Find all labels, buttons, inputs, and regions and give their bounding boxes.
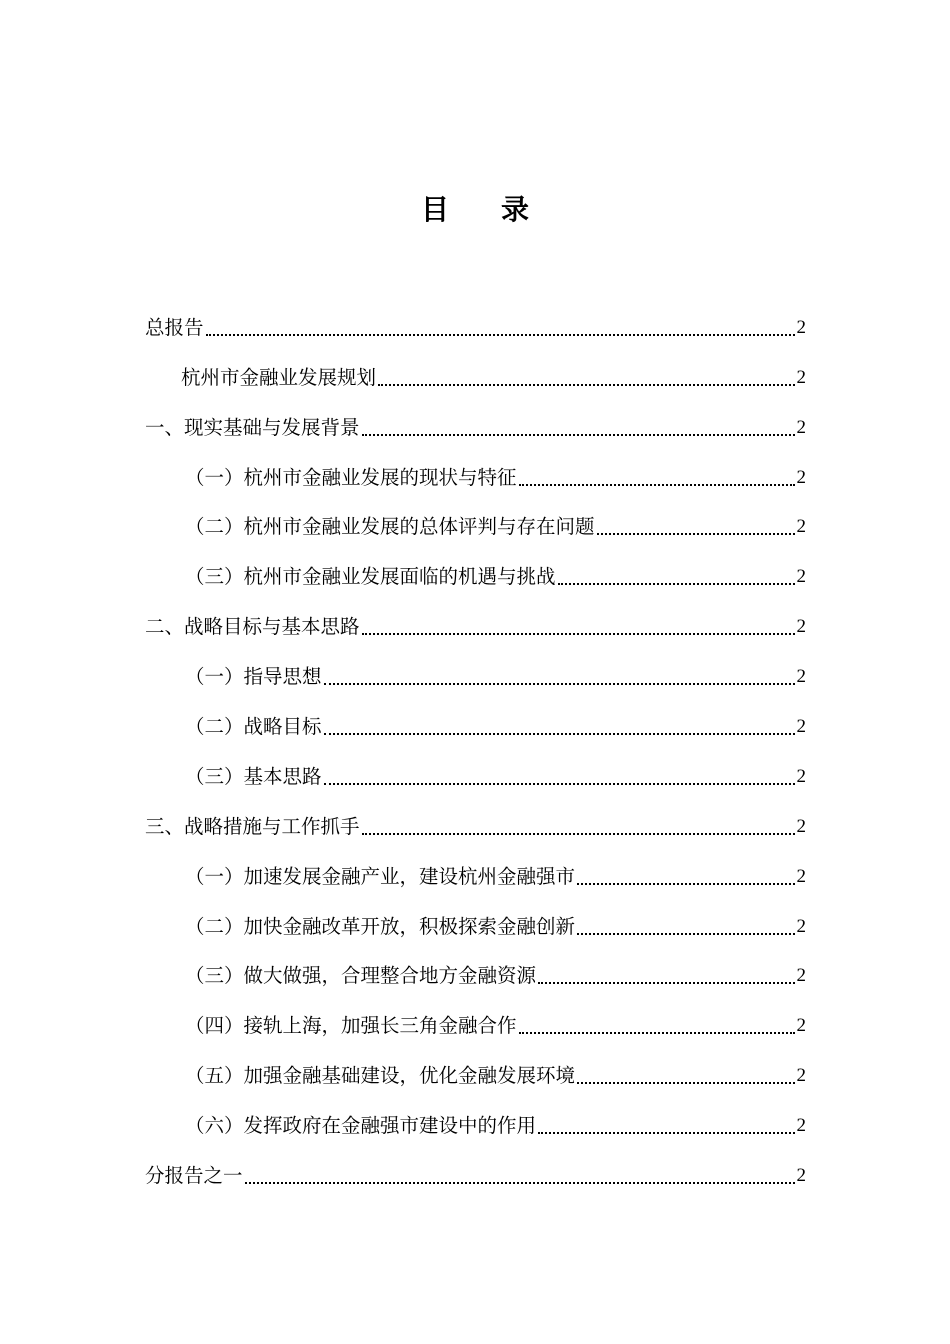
dot-leader — [577, 933, 794, 935]
toc-entry-label: （一）杭州市金融业发展的现状与特征 — [185, 465, 517, 489]
toc-entry-label: （三）基本思路 — [185, 764, 322, 788]
toc-entry[interactable] — [145, 642, 806, 692]
toc-entry-page: 2 — [796, 815, 806, 837]
dot-leader — [378, 384, 794, 386]
toc-entry-page: 2 — [796, 1065, 806, 1087]
dot-leader — [558, 583, 795, 585]
toc-entry[interactable] — [145, 293, 806, 343]
toc-entry-label: （六）发挥政府在金融强市建设中的作用 — [185, 1114, 537, 1138]
toc-entry[interactable] — [145, 592, 806, 642]
toc-entry-label: （四）接轨上海，加强长三角金融合作 — [185, 1014, 517, 1038]
toc-entry-page: 2 — [796, 466, 806, 488]
dot-leader — [324, 783, 795, 785]
toc-entry-label: （二）加快金融改革开放，积极探索金融创新 — [185, 914, 576, 938]
toc-entry[interactable] — [145, 991, 806, 1041]
toc-entry-label: （二）杭州市金融业发展的总体评判与存在问题 — [185, 515, 595, 539]
toc-entry-page: 2 — [796, 416, 806, 438]
toc-entry-page: 2 — [796, 566, 806, 588]
toc-entry-label: （三）杭州市金融业发展面临的机遇与挑战 — [185, 565, 556, 589]
toc-title — [0, 188, 950, 228]
toc-entry[interactable] — [145, 393, 806, 443]
toc-entry[interactable] — [145, 542, 806, 592]
toc-entry[interactable] — [145, 742, 806, 792]
toc-entry-page: 2 — [796, 516, 806, 538]
dot-leader — [206, 334, 795, 336]
toc-entry[interactable] — [145, 1041, 806, 1091]
dot-leader — [519, 1032, 795, 1034]
toc-entry-page: 2 — [796, 716, 806, 738]
toc-entry[interactable] — [145, 343, 806, 393]
toc-entry[interactable] — [145, 692, 806, 742]
toc-entry-label: （一）指导思想 — [185, 665, 322, 689]
toc-entry[interactable] — [145, 942, 806, 992]
toc-entry[interactable] — [145, 493, 806, 543]
dot-leader — [245, 1182, 795, 1184]
toc-entry-label: 二、战略目标与基本思路 — [145, 615, 360, 639]
toc-entry-page: 2 — [796, 965, 806, 987]
toc-entry-page: 2 — [796, 765, 806, 787]
toc-entry[interactable] — [145, 792, 806, 842]
toc-entry-page: 2 — [796, 1015, 806, 1037]
toc-entry-label: （三）做大做强，合理整合地方金融资源 — [185, 964, 537, 988]
toc-entry[interactable] — [145, 842, 806, 892]
toc-entry-label: （一）加速发展金融产业，建设杭州金融强市 — [185, 864, 576, 888]
toc-entry-label: 三、战略措施与工作抓手 — [145, 814, 360, 838]
dot-leader — [577, 1082, 794, 1084]
toc-entry[interactable] — [145, 1141, 806, 1191]
toc-entry-page: 2 — [796, 366, 806, 388]
toc-entry[interactable] — [145, 1091, 806, 1141]
toc-entry-label: 杭州市金融业发展规划 — [181, 365, 377, 389]
toc-entry-label: 总报告 — [145, 315, 204, 339]
dot-leader — [324, 683, 795, 685]
dot-leader — [362, 633, 795, 635]
toc-title-left: 目 — [420, 193, 449, 226]
toc-entry[interactable] — [145, 443, 806, 493]
dot-leader — [538, 982, 794, 984]
toc-entry-label: （五）加强金融基础建设，优化金融发展环境 — [185, 1064, 576, 1088]
toc-entry-label: 一、现实基础与发展背景 — [145, 415, 360, 439]
toc-title-right: 录 — [501, 193, 530, 226]
toc-entry-page: 2 — [796, 666, 806, 688]
dot-leader — [519, 484, 795, 486]
toc-entry-page: 2 — [796, 1115, 806, 1137]
toc-entry-page: 2 — [796, 865, 806, 887]
toc-entry-page: 2 — [796, 915, 806, 937]
toc-entry-page: 2 — [796, 316, 806, 338]
toc-entry-label: 分报告之一 — [145, 1164, 243, 1188]
dot-leader — [597, 533, 795, 535]
toc-entry-page: 2 — [796, 1165, 806, 1187]
toc-entry-label: （二）战略目标 — [185, 715, 322, 739]
toc-entry[interactable] — [145, 892, 806, 942]
dot-leader — [577, 883, 794, 885]
dot-leader — [362, 833, 795, 835]
toc-entry-page: 2 — [796, 616, 806, 638]
toc-list — [145, 293, 806, 1191]
dot-leader — [362, 434, 795, 436]
dot-leader — [324, 733, 795, 735]
dot-leader — [538, 1132, 794, 1134]
